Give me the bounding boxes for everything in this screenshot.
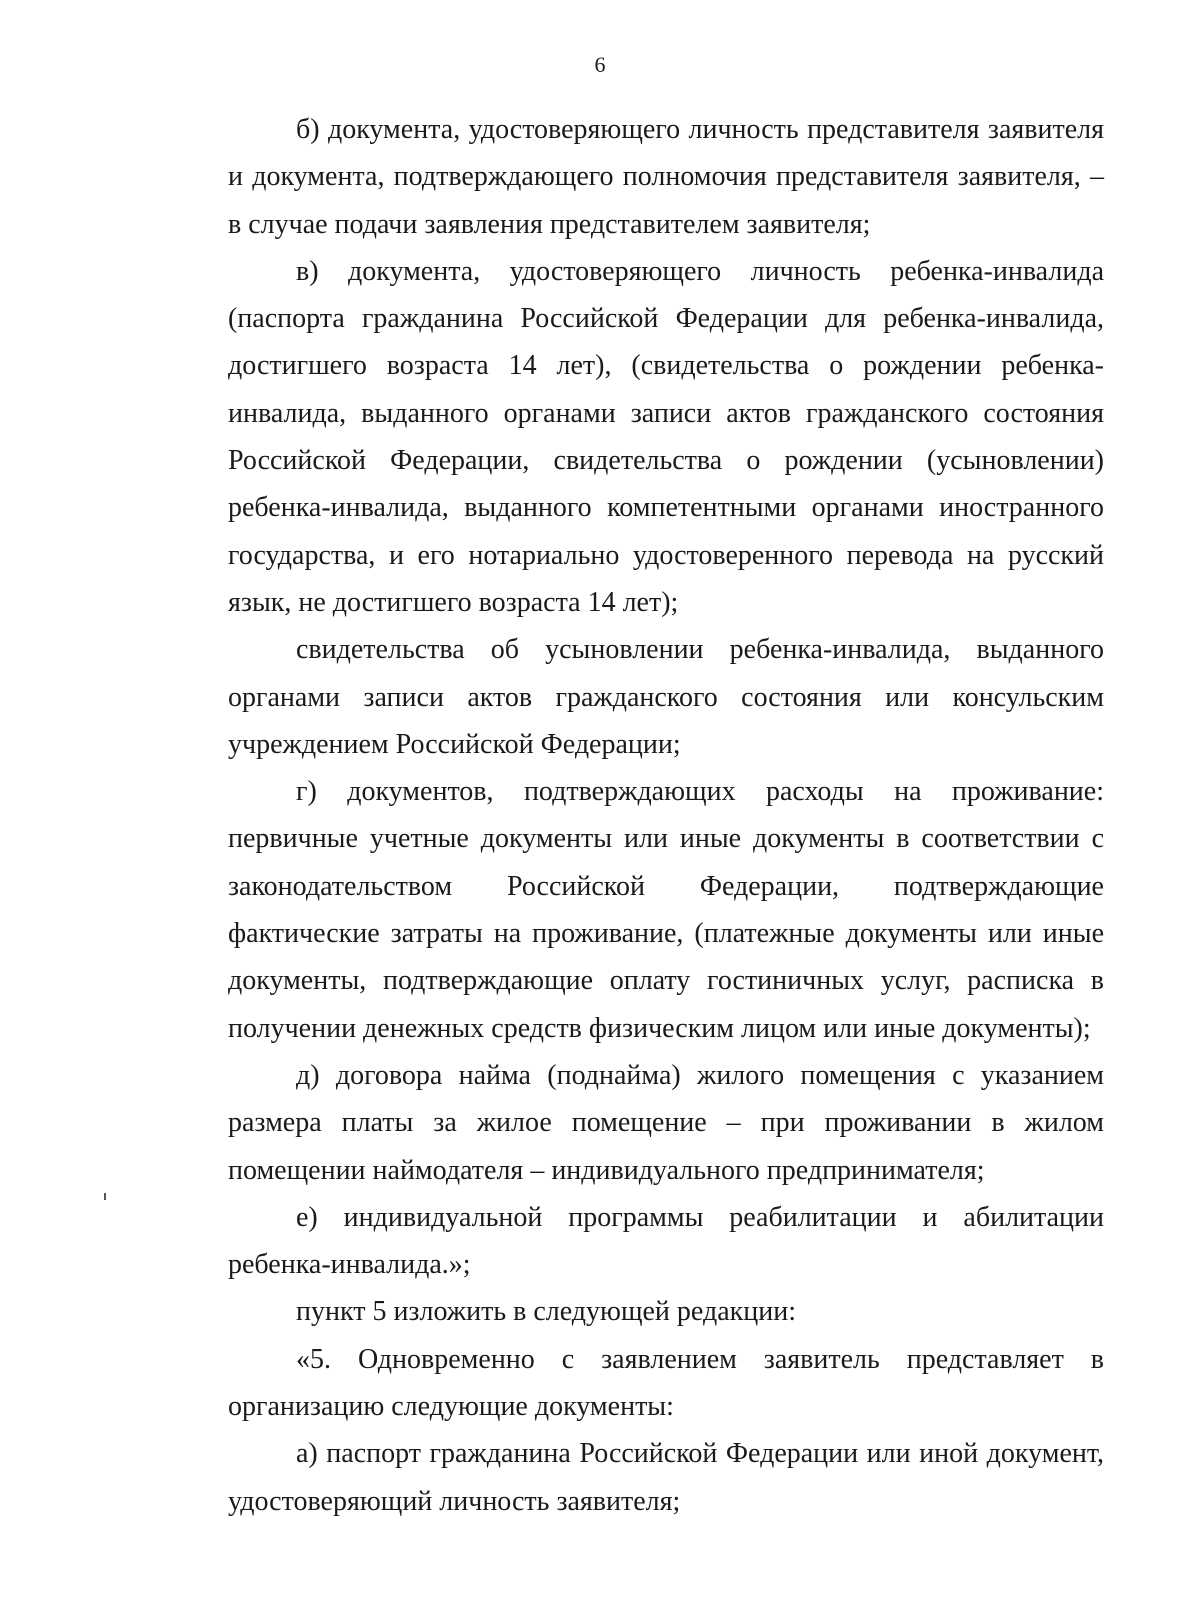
document-body [228,106,1104,1525]
paragraph-v: в) документа, удостоверяющего личность ребенка-инвалида (паспорта гражданина Российской Федерации для ребенка-инвалида, достигшего возраста 14 лет), (свидетельства о рождении ребенка-инвалида, выданного органами записи актов гражданского состояния Российской Федерации, свидетельства о рождении (усыновлении) ребенка-инвалида, выданного компетентными органами иностранного государства, и его нотариально удостоверенного перевода на русский язык, не достигшего возраста 14 лет); [228,255,1104,618]
paragraph-clause-5-intro: пункт 5 изложить в следующей редакции: [296,1296,796,1328]
page-number: 6 [594,52,606,77]
scan-artifact-mark [104,1193,106,1200]
paragraph-a: а) паспорт гражданина Российской Федерации или иной документ, удостоверяющий личность заявителя; [228,1438,1104,1517]
paragraph-e: е) индивидуальной программы реабилитации и абилитации ребенка-инвалида.»; [228,1201,1104,1281]
paragraph-g: г) документов, подтверждающих расходы на проживание: первичные учетные документы или иные документы в соответствии с законодательством Российской Федерации, подтверждающие фактические затраты на проживание, (платежные документы или иные документы, подтверждающие оплату гостиничных услуг, расписка в получении денежных средств физическим лицом или иные документы); [228,776,1104,1044]
paragraph-adoption-certificate: свидетельства об усыновлении ребенка-инвалида, выданного органами записи актов гражданского состояния или консульским учреждением Российской Федерации; [228,634,1104,760]
paragraph-b: б) документа, удостоверяющего личность представителя заявителя и документа, подтверждающего полномочия представителя заявителя, – в случае подачи заявления представителем заявителя; [228,114,1104,240]
paragraph-d: д) договора найма (поднайма) жилого помещения с указанием размера платы за жилое помещение – при проживании в жилом помещении наймодателя – индивидуального предпринимателя; [228,1059,1104,1186]
paragraph-clause-5: «5. Одновременно с заявлением заявитель представляет в организацию следующие документы: [228,1343,1104,1423]
